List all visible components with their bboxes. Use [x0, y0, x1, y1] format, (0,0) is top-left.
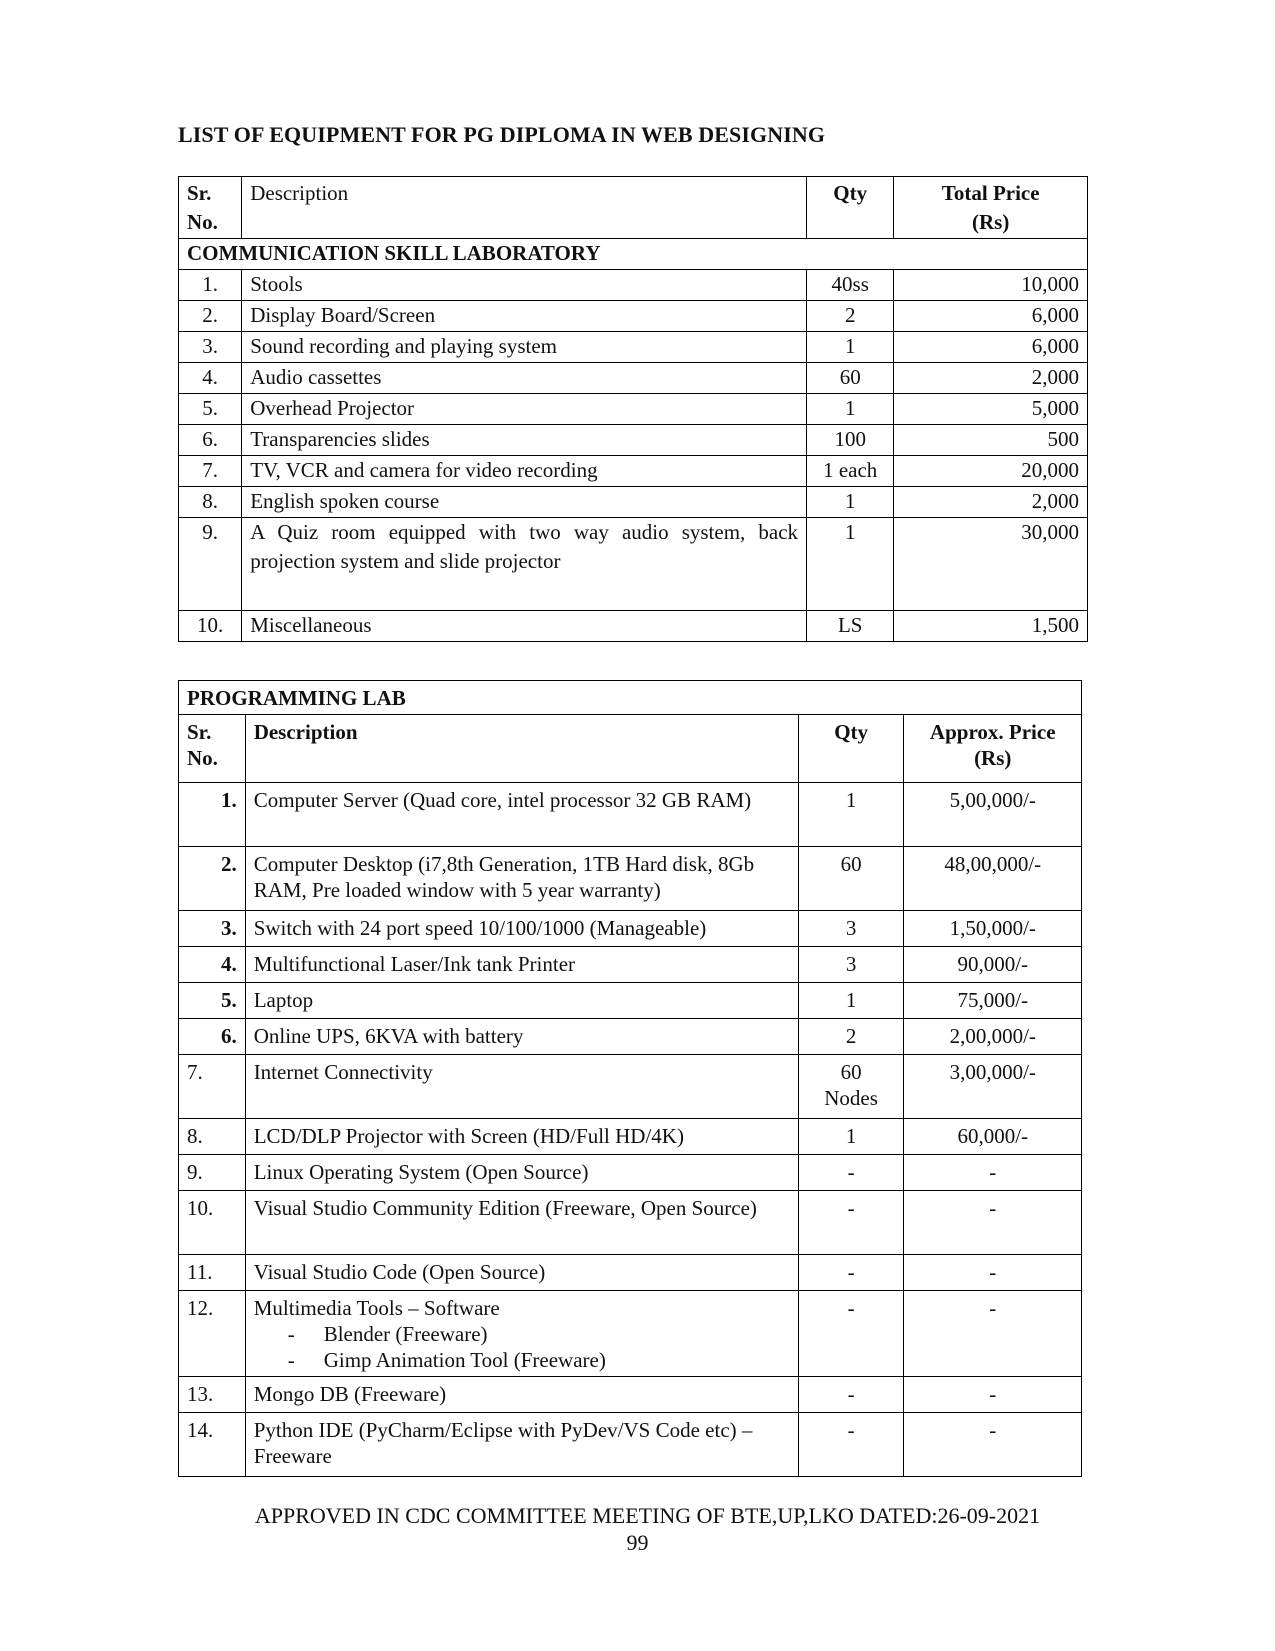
header-qty: Qty: [807, 177, 894, 239]
row-qty: 60 Nodes: [798, 1055, 904, 1119]
row-qty: -: [798, 1377, 904, 1413]
row-sr: 7.: [179, 456, 242, 487]
row-price: -: [904, 1155, 1082, 1191]
header-description: Description: [245, 715, 798, 783]
row-qty: 3: [798, 947, 904, 983]
table-row: [179, 1019, 1082, 1055]
table-row: [179, 783, 1082, 847]
row-qty: 1: [807, 487, 894, 518]
table-row: [179, 301, 1088, 332]
row-description-text: Multimedia Tools – Software: [253, 1296, 500, 1320]
row-sr: 2.: [179, 847, 246, 911]
row-sr: 8.: [179, 487, 242, 518]
row-description: LCD/DLP Projector with Screen (HD/Full HD/4K): [245, 1119, 798, 1155]
table-row: [179, 456, 1088, 487]
row-price: 1,500: [894, 611, 1088, 642]
row-sr: 11.: [179, 1255, 246, 1291]
row-qty: -: [798, 1291, 904, 1377]
row-description: Python IDE (PyCharm/Eclipse with PyDev/VS Code etc) – Freeware: [245, 1413, 798, 1477]
page-title: LIST OF EQUIPMENT FOR PG DIPLOMA IN WEB DESIGNING: [178, 122, 826, 147]
row-sr: 3.: [179, 911, 246, 947]
row-description: English spoken course: [242, 487, 807, 518]
row-price: -: [904, 1291, 1082, 1377]
row-qty: -: [798, 1413, 904, 1477]
row-sr: 9.: [179, 518, 242, 611]
row-description: [245, 1291, 798, 1377]
sub-list-item: - Blender (Freeware): [287, 1322, 488, 1346]
row-description: Computer Server (Quad core, intel processor 32 GB RAM): [245, 783, 798, 847]
row-price: 5,000: [894, 394, 1088, 425]
sub-list-item: - Gimp Animation Tool (Freeware): [287, 1348, 606, 1372]
table-header-row: [179, 715, 1082, 783]
header-sr-no: Sr. No.: [179, 715, 246, 783]
table-row: [179, 1191, 1082, 1255]
row-sr: 2.: [179, 301, 242, 332]
table-row: [179, 363, 1088, 394]
header-total-price: Total Price (Rs): [894, 177, 1088, 239]
row-price: 500: [894, 425, 1088, 456]
row-qty: 40ss: [807, 270, 894, 301]
row-description: Sound recording and playing system: [242, 332, 807, 363]
row-description: Laptop: [245, 983, 798, 1019]
row-description: Online UPS, 6KVA with battery: [245, 1019, 798, 1055]
row-price: 2,000: [894, 363, 1088, 394]
row-price: 2,00,000/-: [904, 1019, 1082, 1055]
table-row: [179, 947, 1082, 983]
row-qty: LS: [807, 611, 894, 642]
table-row: [179, 394, 1088, 425]
row-description: Visual Studio Community Edition (Freeware, Open Source): [245, 1191, 798, 1255]
table-row: [179, 1055, 1082, 1119]
row-price: 48,00,000/-: [904, 847, 1082, 911]
row-qty: 2: [807, 301, 894, 332]
row-qty: -: [798, 1255, 904, 1291]
row-price: 10,000: [894, 270, 1088, 301]
header-sr-no: Sr. No.: [179, 177, 242, 239]
row-qty: 60: [807, 363, 894, 394]
table-row: [179, 1255, 1082, 1291]
row-description: Overhead Projector: [242, 394, 807, 425]
row-price: 75,000/-: [904, 983, 1082, 1019]
row-sr: 6.: [179, 425, 242, 456]
row-qty: 3: [798, 911, 904, 947]
row-sr: 9.: [179, 1155, 246, 1191]
row-qty: 100: [807, 425, 894, 456]
row-qty: 1: [807, 332, 894, 363]
row-sr: 1.: [179, 270, 242, 301]
row-sr: 4.: [179, 947, 246, 983]
row-description: Mongo DB (Freeware): [245, 1377, 798, 1413]
row-sr: 3.: [179, 332, 242, 363]
section-title: COMMUNICATION SKILL LABORATORY: [179, 239, 1088, 270]
table-row: [179, 611, 1088, 642]
section-title: PROGRAMMING LAB: [179, 681, 1082, 715]
row-sr: 4.: [179, 363, 242, 394]
row-qty: 1: [798, 1119, 904, 1155]
row-qty: 1: [807, 394, 894, 425]
header-qty: Qty: [798, 715, 904, 783]
row-sr: 10.: [179, 611, 242, 642]
row-description: Multifunctional Laser/Ink tank Printer: [245, 947, 798, 983]
row-description: Transparencies slides: [242, 425, 807, 456]
row-sr: 13.: [179, 1377, 246, 1413]
row-price: -: [904, 1255, 1082, 1291]
row-price: 3,00,000/-: [904, 1055, 1082, 1119]
table-row: [179, 911, 1082, 947]
row-price: -: [904, 1413, 1082, 1477]
row-sr: 7.: [179, 1055, 246, 1119]
row-sr: 1.: [179, 783, 246, 847]
row-price: 60,000/-: [904, 1119, 1082, 1155]
row-qty: -: [798, 1155, 904, 1191]
row-description: Display Board/Screen: [242, 301, 807, 332]
table-row: [179, 425, 1088, 456]
communication-lab-table: [178, 176, 1088, 642]
table-row: [179, 983, 1082, 1019]
section-row: [179, 681, 1082, 715]
table-row: [179, 487, 1088, 518]
row-description: Stools: [242, 270, 807, 301]
row-sr: 6.: [179, 1019, 246, 1055]
table-row: [179, 1119, 1082, 1155]
table-row: [179, 1377, 1082, 1413]
row-sr: 8.: [179, 1119, 246, 1155]
row-price: 1,50,000/-: [904, 911, 1082, 947]
table-row: [179, 1291, 1082, 1377]
programming-lab-table: [178, 680, 1082, 1477]
row-description: A Quiz room equipped with two way audio system, back projection system and slide projector: [242, 518, 807, 611]
row-description: Miscellaneous: [242, 611, 807, 642]
row-price: -: [904, 1191, 1082, 1255]
section-row: [179, 239, 1088, 270]
row-price: 6,000: [894, 301, 1088, 332]
row-price: 5,00,000/-: [904, 783, 1082, 847]
page-number: 99: [626, 1530, 649, 1555]
table-row: [179, 1413, 1082, 1477]
approval-note: APPROVED IN CDC COMMITTEE MEETING OF BTE,UP,LKO DATED:26-09-2021: [254, 1503, 1041, 1528]
row-price: 2,000: [894, 487, 1088, 518]
row-sr: 10.: [179, 1191, 246, 1255]
row-description: Visual Studio Code (Open Source): [245, 1255, 798, 1291]
row-price: 20,000: [894, 456, 1088, 487]
row-qty: 1 each: [807, 456, 894, 487]
table-header-row: [179, 177, 1088, 239]
row-price: 30,000: [894, 518, 1088, 611]
row-qty: 1: [798, 983, 904, 1019]
row-sr: 12.: [179, 1291, 246, 1377]
row-sr: 5.: [179, 394, 242, 425]
row-qty: -: [798, 1191, 904, 1255]
row-qty: 1: [807, 518, 894, 611]
row-qty: 2: [798, 1019, 904, 1055]
row-qty: 60: [798, 847, 904, 911]
header-approx-price: Approx. Price (Rs): [904, 715, 1082, 783]
row-description: Computer Desktop (i7,8th Generation, 1TB Hard disk, 8Gb RAM, Pre loaded window with 5 year warranty): [245, 847, 798, 911]
row-description: Linux Operating System (Open Source): [245, 1155, 798, 1191]
row-sr: 14.: [179, 1413, 246, 1477]
header-description: Description: [242, 177, 807, 239]
row-description: Audio cassettes: [242, 363, 807, 394]
table-row: [179, 332, 1088, 363]
row-sr: 5.: [179, 983, 246, 1019]
table-row: [179, 518, 1088, 611]
row-qty: 1: [798, 783, 904, 847]
row-description: TV, VCR and camera for video recording: [242, 456, 807, 487]
row-price: 90,000/-: [904, 947, 1082, 983]
row-price: 6,000: [894, 332, 1088, 363]
row-description: Internet Connectivity: [245, 1055, 798, 1119]
row-price: -: [904, 1377, 1082, 1413]
page-footer: [0, 1502, 1275, 1556]
table-row: [179, 847, 1082, 911]
table-row: [179, 270, 1088, 301]
row-description: Switch with 24 port speed 10/100/1000 (Manageable): [245, 911, 798, 947]
table-row: [179, 1155, 1082, 1191]
